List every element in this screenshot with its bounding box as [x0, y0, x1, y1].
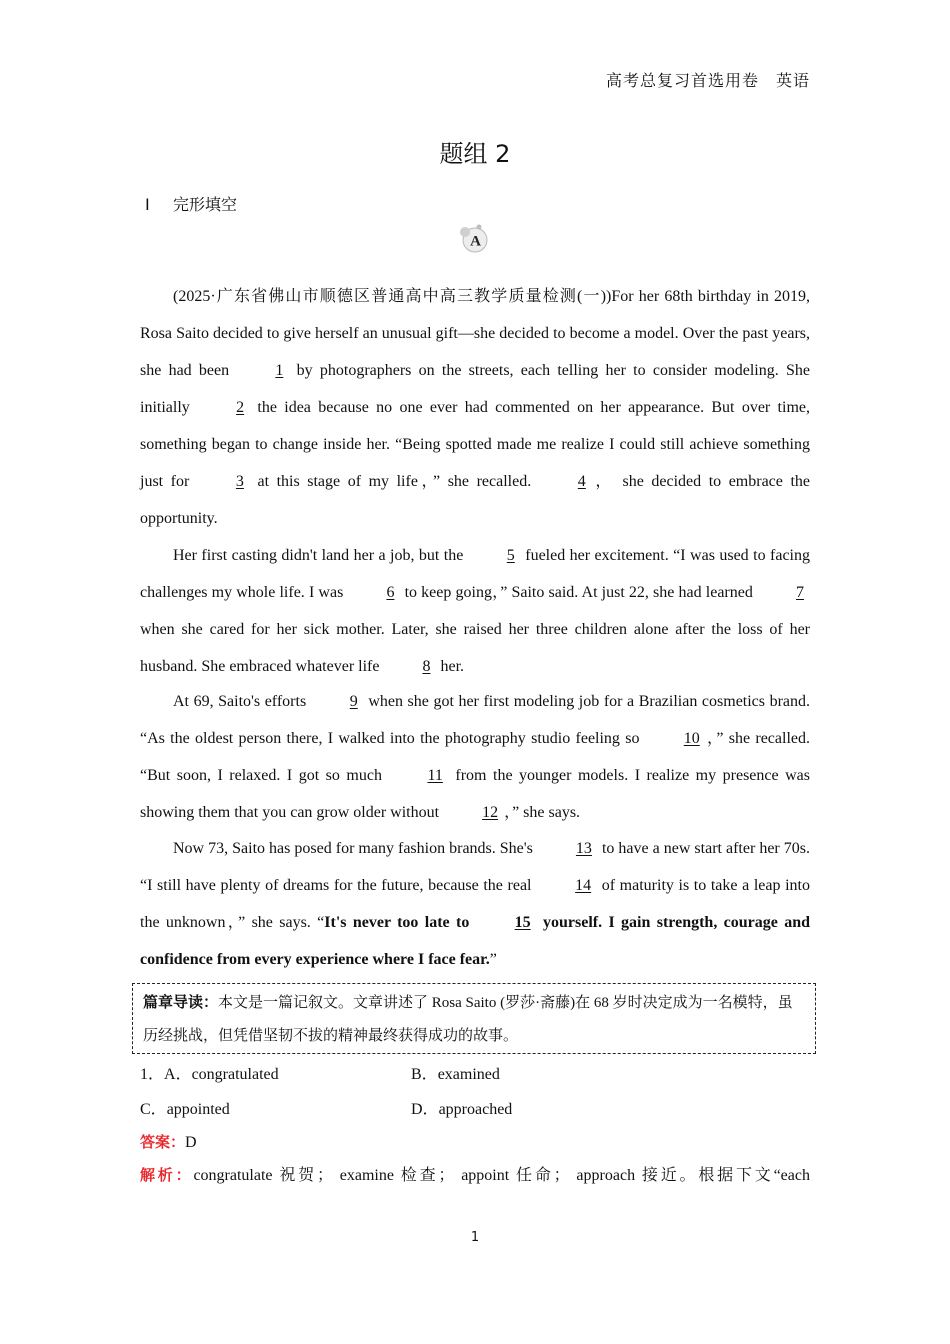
- section-heading: [145, 192, 237, 215]
- guide-text: 本文是一篇记叙文。文章讲述了 Rosa Saito (罗莎·斋藤)在 68 岁时决定成为一名模特，虽历经挑战，但凭借坚韧不拔的精神最终获得成功的故事。: [143, 995, 793, 1044]
- question-1-option-b: B．examined: [411, 1066, 500, 1083]
- section-number: Ⅰ: [145, 195, 150, 214]
- answer-label: 答案：: [140, 1133, 186, 1151]
- bold-quote-start: It's never too late to: [324, 914, 476, 931]
- question-1-option-d: D．approached: [411, 1101, 513, 1118]
- blank-14: 14: [575, 877, 592, 894]
- passage-paragraph-1: (2025·广东省佛山市顺德区普通高中高三教学质量检测(一))For her 68th birthday in 2019, Rosa Saito decided to give herself an unusual gift—she decided to become a model. Over the past years, she had been 1 by photographers on the streets, each telling her to consider modeling. She initially 2 the idea because no one ever had commented on her appearance. But over time, something began to change inside her. “Being spotted made me realize I could still achieve something just for 3 at this stage of my life，” she recalled. 4 ， she decided to embrace the opportunity.: [140, 288, 810, 527]
- analysis-text: congratulate 祝贺； examine 检查； appoint 任命； approach 接近。根据下文“each: [193, 1167, 810, 1184]
- page-header: 高考总复习首选用卷 英语: [605, 73, 810, 90]
- blank-4: 4: [577, 473, 586, 490]
- blank-3: 3: [235, 473, 244, 490]
- badge-letter: A: [470, 233, 481, 250]
- passage-paragraph-4: Now 73, Saito has posed for many fashion brands. She's 13 to have a new start after her 70s. “I still have plenty of dreams for the future, because the real 14 of maturity is to take a leap into the unknown，” she says. “It's never too late to 15 yourself. I gain strength, courage and confidence from every experience where I face fear.”: [140, 830, 810, 978]
- blank-15: 15: [514, 914, 531, 931]
- page-number: 1: [470, 1230, 480, 1245]
- blank-11: 11: [427, 767, 443, 784]
- question-1-option-c: C．appointed: [140, 1101, 230, 1118]
- question-1-analysis: [140, 1157, 810, 1194]
- section-label: 完形填空: [173, 195, 238, 214]
- page-title: 题组 2: [439, 140, 511, 168]
- blank-12: 12: [482, 804, 499, 821]
- blank-1: 1: [275, 362, 284, 379]
- answer-value: D: [185, 1134, 197, 1151]
- blank-9: 9: [349, 693, 358, 710]
- analysis-label: 解析：: [140, 1166, 194, 1184]
- blank-2: 2: [236, 399, 245, 416]
- blank-13: 13: [575, 840, 592, 857]
- guide-label: 篇章导读：: [143, 993, 219, 1011]
- passage-a-icon: [459, 224, 489, 254]
- blank-7: 7: [796, 584, 804, 601]
- blank-10: 10: [683, 730, 700, 747]
- blank-8: 8: [422, 658, 431, 675]
- passage-paragraph-3: At 69, Saito's efforts 9 when she got her first modeling job for a Brazilian cosmetics brand. “As the oldest person there, I walked into the photography studio feeling so 10 ，” she recalled. “But soon, I relaxed. I got so much 11 from the younger models. I realize my presence was showing them that you can grow older without 12 ，” she says.: [140, 683, 810, 831]
- passage-paragraph-2: Her first casting didn't land her a job, but the 5 fueled her excitement. “I was used to facing challenges my whole life. I was 6 to keep going，” Saito said. At just 22, she had learned 7 when she cared for her sick mother. Later, she raised her three children alone after the loss of her husband. She embraced whatever life 8 her.: [140, 537, 810, 685]
- blank-6: 6: [386, 584, 395, 601]
- bold-quote-end: yourself. I gain strength, courage and confidence from every experience where I face fear.: [140, 914, 811, 968]
- passage-guide-box: [132, 983, 816, 1054]
- question-1-answer: [140, 1131, 197, 1152]
- blank-5: 5: [506, 547, 515, 564]
- question-1-option-a: 1．A．congratulated: [140, 1066, 279, 1083]
